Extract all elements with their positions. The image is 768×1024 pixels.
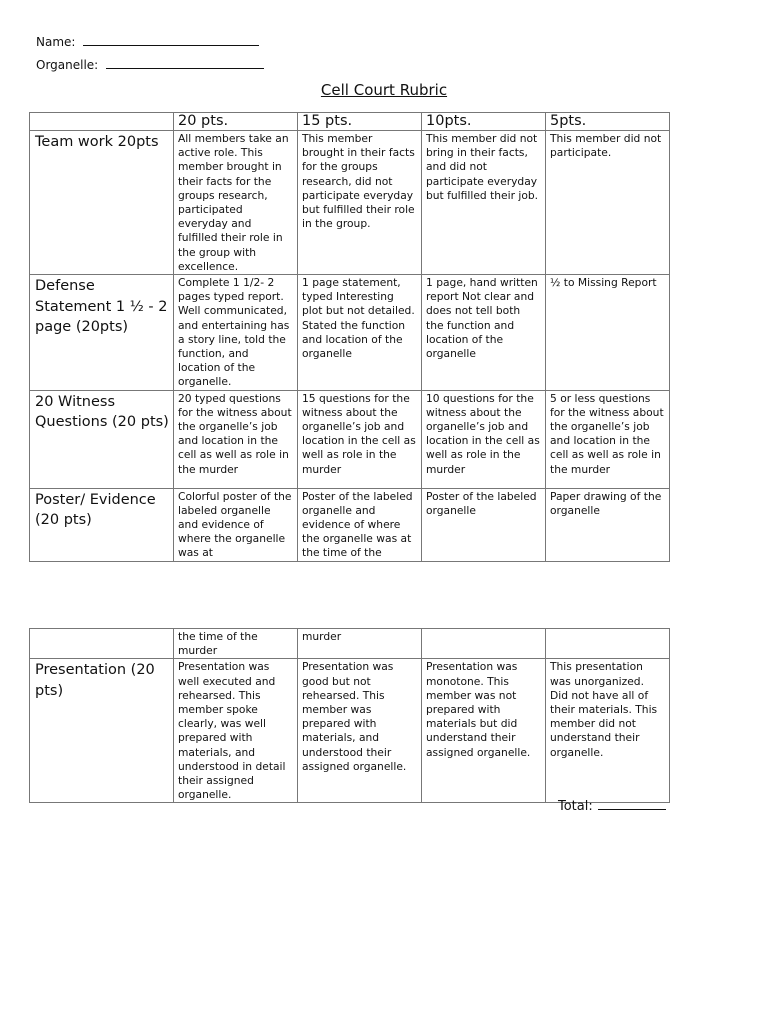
organelle-label: Organelle: bbox=[36, 58, 99, 72]
table-cell: This member did not bring in their facts, and did not participate everyday but fulfilled their job. bbox=[422, 131, 546, 275]
table-cell: ½ to Missing Report bbox=[546, 275, 670, 391]
table-cell bbox=[546, 629, 670, 659]
rubric-table-continued bbox=[29, 628, 670, 803]
table-row bbox=[30, 275, 670, 391]
table-cell: This member did not participate. bbox=[546, 131, 670, 275]
table-cell: Presentation was good but not rehearsed. This member was prepared with materials, and understood their assigned organelle. bbox=[298, 659, 422, 803]
table-cell: the time of the murder bbox=[174, 629, 298, 659]
name-label: Name: bbox=[36, 35, 76, 49]
table-cell: 1 page, hand written report Not clear and does not tell both the function and location of the organelle bbox=[422, 275, 546, 391]
name-field bbox=[36, 34, 259, 49]
table-row bbox=[30, 390, 670, 488]
table-cell: 1 page statement, typed Interesting plot but not detailed. Stated the function and location of the organelle bbox=[298, 275, 422, 391]
table-row bbox=[30, 629, 670, 659]
row-label-witness-questions: 20 Witness Questions (20 pts) bbox=[30, 390, 174, 488]
row-label-poster-evidence: Poster/ Evidence (20 pts) bbox=[30, 488, 174, 561]
total-field bbox=[558, 797, 666, 814]
organelle-blank[interactable] bbox=[106, 57, 264, 69]
table-cell: Paper drawing of the organelle bbox=[546, 488, 670, 561]
header-row bbox=[30, 113, 670, 131]
total-label: Total: bbox=[558, 799, 593, 814]
table-cell: murder bbox=[298, 629, 422, 659]
table-cell: This member brought in their facts for the groups research, did not participate everyday but fulfilled their role in the group. bbox=[298, 131, 422, 275]
table-cell bbox=[422, 629, 546, 659]
row-label-defense-statement: Defense Statement 1 ½ - 2 page (20pts) bbox=[30, 275, 174, 391]
table-cell: 5 or less questions for the witness about the organelle’s job and location in the cell as well as role in the murder bbox=[546, 390, 670, 488]
rubric-table bbox=[29, 112, 670, 562]
table-cell: Complete 1 1/2- 2 pages typed report. Well communicated, and entertaining has a story line, told the function, and location of the organelle. bbox=[174, 275, 298, 391]
table-cell: Presentation was monotone. This member was not prepared with materials but did understand their assigned organelle. bbox=[422, 659, 546, 803]
table-cell: Colorful poster of the labeled organelle and evidence of where the organelle was at bbox=[174, 488, 298, 561]
table-cell: All members take an active role. This member brought in their facts for the groups research, participated everyday and fulfilled their role in the group with excellence. bbox=[174, 131, 298, 275]
table-cell: Poster of the labeled organelle and evidence of where the organelle was at the time of the bbox=[298, 488, 422, 561]
name-blank[interactable] bbox=[83, 34, 259, 46]
header-cell-10: 10pts. bbox=[422, 113, 546, 131]
table-cell: This presentation was unorganized. Did not have all of their materials. This member did not understand their organelle. bbox=[546, 659, 670, 803]
organelle-field bbox=[36, 57, 264, 72]
header-cell-20: 20 pts. bbox=[174, 113, 298, 131]
header-cell-5: 5pts. bbox=[546, 113, 670, 131]
table-row bbox=[30, 488, 670, 561]
row-label-continued bbox=[30, 629, 174, 659]
table-cell: 15 questions for the witness about the organelle’s job and location in the cell as well as role in the murder bbox=[298, 390, 422, 488]
table-cell: Poster of the labeled organelle bbox=[422, 488, 546, 561]
header-cell-blank bbox=[30, 113, 174, 131]
header-cell-15: 15 pts. bbox=[298, 113, 422, 131]
table-cell: 10 questions for the witness about the organelle’s job and location in the cell as well as role in the murder bbox=[422, 390, 546, 488]
row-label-teamwork: Team work 20pts bbox=[30, 131, 174, 275]
table-cell: 20 typed questions for the witness about the organelle’s job and location in the cell as well as role in the murder bbox=[174, 390, 298, 488]
row-label-presentation: Presentation (20 pts) bbox=[30, 659, 174, 803]
table-row bbox=[30, 659, 670, 803]
table-row bbox=[30, 131, 670, 275]
total-blank[interactable] bbox=[598, 797, 666, 810]
page-title: Cell Court Rubric bbox=[320, 81, 448, 99]
table-cell: Presentation was well executed and rehearsed. This member spoke clearly, was well prepared with materials, and understood in detail their assigned organelle. bbox=[174, 659, 298, 803]
